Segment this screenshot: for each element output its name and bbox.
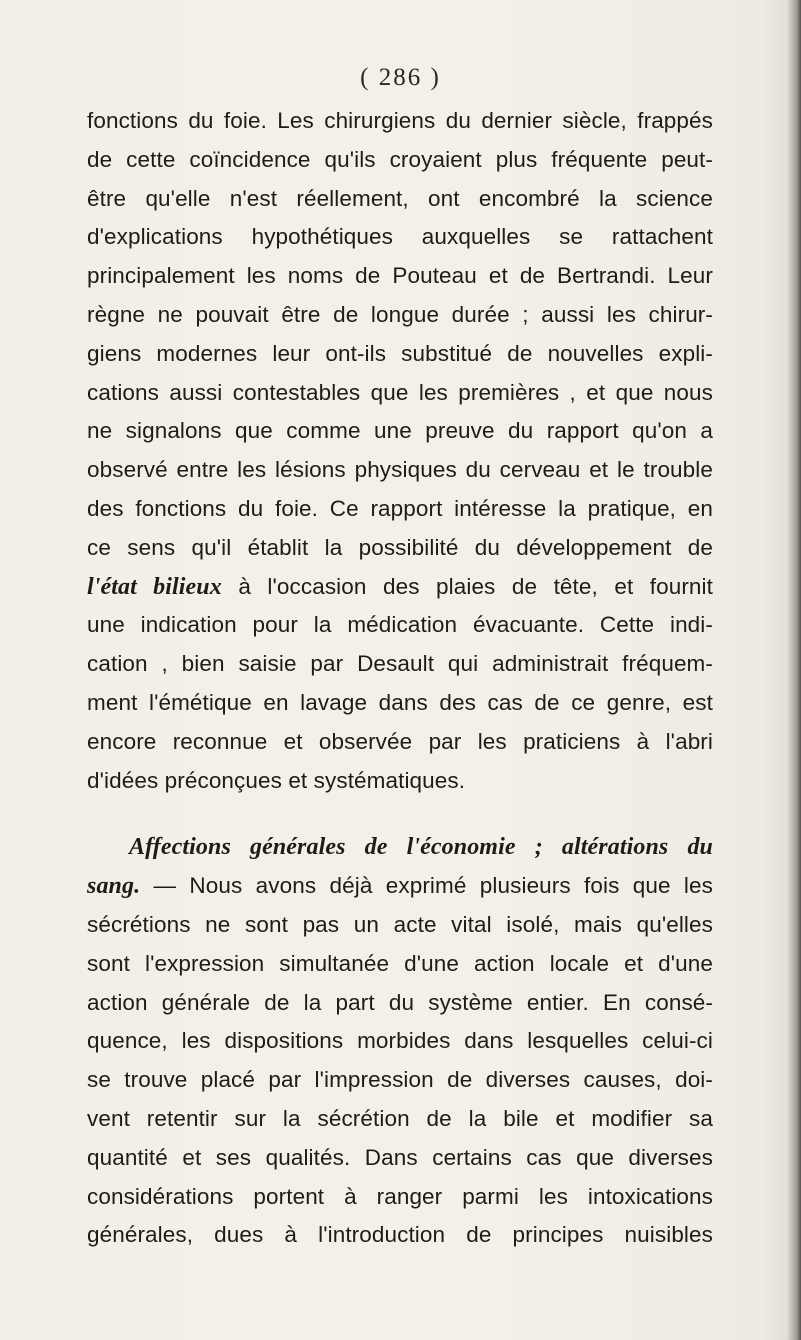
- text-line: de cette coïncidence qu'ils croyaient plus fréquente peut-: [87, 146, 713, 172]
- section-heading-end: sang.: [87, 873, 141, 900]
- text-line: être qu'elle n'est réellement, ont encombré la science: [87, 185, 713, 211]
- text-line: sont l'expression simultanée d'une action locale et d'une: [87, 950, 713, 976]
- text-line: encore reconnue et observée par les praticiens à l'abri: [87, 728, 713, 754]
- paragraph-2: [87, 828, 713, 1255]
- section-heading: Affections générales de l'économie ; altérations du: [129, 834, 713, 861]
- text-line: ce sens qu'il établit la possibilité du développement de: [87, 534, 713, 560]
- text-line: règne ne pouvait être de longue durée ; aussi les chirur-: [87, 301, 713, 327]
- text-line: cations aussi contestables que les premières , et que nous: [87, 379, 713, 405]
- text-line: ne signalons que comme une preuve du rapport qu'on a: [87, 418, 713, 444]
- text-line: quantité et ses qualités. Dans certains cas que diverses: [87, 1144, 713, 1170]
- text-line: [87, 867, 713, 906]
- text-fragment: à l'occasion des plaies de tête, et fournit: [221, 573, 713, 599]
- italic-term: l'état bilieux: [87, 573, 222, 600]
- text-line: d'idées préconçues et systématiques.: [87, 767, 466, 793]
- text-line: quence, les dispositions morbides dans lesquelles celui-ci: [87, 1028, 713, 1054]
- text-line: générales, dues à l'introduction de principes nuisibles: [87, 1222, 713, 1248]
- text-line: cation , bien saisie par Desault qui administrait fréquem-: [87, 651, 713, 677]
- text-line: une indication pour la médication évacuante. Cette indi-: [87, 612, 713, 638]
- page-number: ( 286 ): [360, 64, 441, 91]
- page-edge-shadow: [787, 0, 801, 1340]
- text-line: fonctions du foie. Les chirurgiens du dernier siècle, frappés: [87, 108, 713, 133]
- body-text: [87, 102, 713, 1255]
- text-line: giens modernes leur ont-ils substitué de nouvelles expli-: [87, 340, 713, 366]
- text-line: observé entre les lésions physiques du cerveau et le trouble: [87, 457, 713, 483]
- text-line: [87, 568, 713, 607]
- text-line: d'explications hypothétiques auxquelles se rattachent: [87, 224, 713, 250]
- text-line: ment l'émétique en lavage dans des cas de ce genre, est: [87, 689, 713, 715]
- text-fragment: — Nous avons déjà exprimé plusieurs fois que les: [140, 873, 713, 899]
- paragraph-1: [87, 102, 713, 800]
- text-line: vent retentir sur la sécrétion de la bile et modifier sa: [87, 1105, 713, 1131]
- text-line: sécrétions ne sont pas un acte vital isolé, mais qu'elles: [87, 911, 713, 937]
- text-line: des fonctions du foie. Ce rapport intéresse la pratique, en: [87, 495, 713, 521]
- text-line: principalement les noms de Pouteau et de Bertrandi. Leur: [87, 263, 713, 289]
- paragraph-gap: [87, 800, 713, 828]
- text-line: considérations portent à ranger parmi les intoxications: [87, 1183, 713, 1209]
- text-line: action générale de la part du système entier. En consé-: [87, 989, 713, 1015]
- text-line: se trouve placé par l'impression de diverses causes, doi-: [87, 1067, 713, 1093]
